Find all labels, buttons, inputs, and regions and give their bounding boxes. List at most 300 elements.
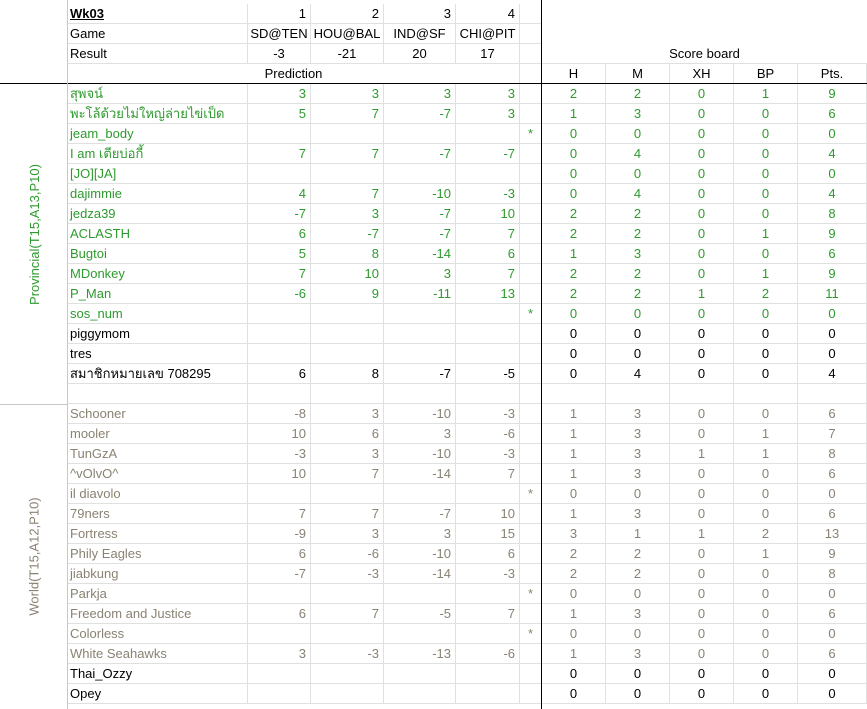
- blank-cell[interactable]: [606, 384, 670, 404]
- player-name[interactable]: White Seahawks: [68, 644, 248, 664]
- score-cell[interactable]: 0: [542, 684, 606, 704]
- missing-flag[interactable]: [520, 204, 542, 224]
- prediction-cell[interactable]: [248, 684, 311, 704]
- score-cell[interactable]: 2: [606, 284, 670, 304]
- score-cell[interactable]: 1: [542, 504, 606, 524]
- player-name[interactable]: ACLASTH: [68, 224, 248, 244]
- score-cell[interactable]: 8: [798, 204, 867, 224]
- score-cell[interactable]: 6: [798, 464, 867, 484]
- score-cell[interactable]: 2: [606, 224, 670, 244]
- prediction-cell[interactable]: [456, 484, 520, 504]
- score-cell[interactable]: 0: [734, 604, 798, 624]
- score-cell[interactable]: 3: [606, 424, 670, 444]
- prediction-cell[interactable]: 7: [311, 504, 384, 524]
- score-cell[interactable]: 0: [734, 584, 798, 604]
- prediction-cell[interactable]: [456, 584, 520, 604]
- score-cell[interactable]: 0: [798, 484, 867, 504]
- prediction-cell[interactable]: [311, 124, 384, 144]
- blank-cell[interactable]: [520, 384, 542, 404]
- score-cell[interactable]: 1: [606, 524, 670, 544]
- prediction-cell[interactable]: [384, 164, 456, 184]
- score-cell[interactable]: 0: [670, 644, 734, 664]
- score-cell[interactable]: 0: [670, 544, 734, 564]
- game-number[interactable]: 4: [456, 4, 520, 24]
- score-cell[interactable]: 2: [606, 84, 670, 104]
- prediction-cell[interactable]: 7: [311, 464, 384, 484]
- prediction-cell[interactable]: 3: [248, 84, 311, 104]
- prediction-cell[interactable]: [311, 684, 384, 704]
- prediction-cell[interactable]: 7: [248, 144, 311, 164]
- score-cell[interactable]: 0: [734, 144, 798, 164]
- missing-flag[interactable]: [520, 284, 542, 304]
- prediction-cell[interactable]: -6: [311, 544, 384, 564]
- score-cell[interactable]: 0: [670, 604, 734, 624]
- blank-cell[interactable]: [384, 384, 456, 404]
- score-cell[interactable]: 3: [606, 244, 670, 264]
- score-cell[interactable]: 0: [798, 164, 867, 184]
- score-cell[interactable]: 3: [542, 524, 606, 544]
- score-cell[interactable]: 0: [542, 584, 606, 604]
- score-cell[interactable]: 0: [734, 464, 798, 484]
- prediction-cell[interactable]: [384, 584, 456, 604]
- prediction-cell[interactable]: [456, 324, 520, 344]
- prediction-cell[interactable]: 3: [384, 424, 456, 444]
- prediction-cell[interactable]: [456, 164, 520, 184]
- score-cell[interactable]: 13: [798, 524, 867, 544]
- score-cell[interactable]: 0: [798, 324, 867, 344]
- score-cell[interactable]: 1: [542, 104, 606, 124]
- prediction-cell[interactable]: [384, 324, 456, 344]
- score-cell[interactable]: 0: [734, 664, 798, 684]
- player-name[interactable]: 79ners: [68, 504, 248, 524]
- game-matchup[interactable]: SD@TEN: [248, 24, 311, 44]
- prediction-cell[interactable]: 3: [384, 524, 456, 544]
- prediction-cell[interactable]: [384, 484, 456, 504]
- score-cell[interactable]: 4: [606, 184, 670, 204]
- player-name[interactable]: สมาชิกหมายเลข 708295: [68, 364, 248, 384]
- score-cell[interactable]: 0: [734, 504, 798, 524]
- blank-cell[interactable]: [734, 384, 798, 404]
- score-cell[interactable]: 2: [542, 564, 606, 584]
- score-cell[interactable]: 1: [542, 604, 606, 624]
- score-cell[interactable]: 4: [798, 144, 867, 164]
- prediction-cell[interactable]: -5: [384, 604, 456, 624]
- score-cell[interactable]: 3: [606, 104, 670, 124]
- missing-flag[interactable]: [520, 404, 542, 424]
- score-cell[interactable]: 0: [670, 144, 734, 164]
- score-cell[interactable]: 0: [798, 304, 867, 324]
- player-name[interactable]: Parkja: [68, 584, 248, 604]
- score-cell[interactable]: 0: [670, 564, 734, 584]
- week-label[interactable]: Wk03: [68, 4, 248, 24]
- prediction-cell[interactable]: 6: [248, 604, 311, 624]
- prediction-cell[interactable]: -7: [248, 204, 311, 224]
- missing-flag[interactable]: [520, 684, 542, 704]
- score-cell[interactable]: 0: [542, 624, 606, 644]
- score-cell[interactable]: 0: [606, 584, 670, 604]
- score-cell[interactable]: 2: [542, 204, 606, 224]
- score-cell[interactable]: 0: [734, 124, 798, 144]
- prediction-cell[interactable]: [248, 124, 311, 144]
- prediction-cell[interactable]: 6: [311, 424, 384, 444]
- prediction-cell[interactable]: [248, 624, 311, 644]
- prediction-cell[interactable]: -10: [384, 444, 456, 464]
- blank-cell[interactable]: [520, 4, 542, 24]
- prediction-cell[interactable]: -10: [384, 184, 456, 204]
- prediction-cell[interactable]: [456, 344, 520, 364]
- score-cell[interactable]: 0: [606, 684, 670, 704]
- prediction-cell[interactable]: -10: [384, 544, 456, 564]
- score-cell[interactable]: 0: [734, 324, 798, 344]
- blank-cell[interactable]: [456, 384, 520, 404]
- prediction-cell[interactable]: 10: [311, 264, 384, 284]
- score-cell[interactable]: 0: [670, 184, 734, 204]
- prediction-cell[interactable]: 3: [248, 644, 311, 664]
- score-cell[interactable]: 11: [798, 284, 867, 304]
- prediction-cell[interactable]: [311, 624, 384, 644]
- score-cell[interactable]: 0: [734, 644, 798, 664]
- missing-flag[interactable]: [520, 164, 542, 184]
- score-cell[interactable]: 2: [606, 204, 670, 224]
- prediction-cell[interactable]: -7: [384, 204, 456, 224]
- prediction-cell[interactable]: -3: [248, 444, 311, 464]
- score-cell[interactable]: 0: [734, 304, 798, 324]
- score-cell[interactable]: 1: [734, 424, 798, 444]
- player-name[interactable]: mooler: [68, 424, 248, 444]
- score-cell[interactable]: 1: [734, 84, 798, 104]
- prediction-cell[interactable]: -7: [384, 504, 456, 524]
- score-cell[interactable]: 1: [542, 404, 606, 424]
- missing-flag[interactable]: *: [520, 624, 542, 644]
- score-cell[interactable]: 6: [798, 244, 867, 264]
- player-name[interactable]: tres: [68, 344, 248, 364]
- score-cell[interactable]: 2: [542, 224, 606, 244]
- score-cell[interactable]: 0: [670, 364, 734, 384]
- score-cell[interactable]: 0: [798, 344, 867, 364]
- score-cell[interactable]: 0: [606, 304, 670, 324]
- score-cell[interactable]: 0: [798, 684, 867, 704]
- missing-flag[interactable]: [520, 184, 542, 204]
- score-cell[interactable]: 6: [798, 504, 867, 524]
- prediction-cell[interactable]: 7: [311, 144, 384, 164]
- prediction-cell[interactable]: 8: [311, 364, 384, 384]
- missing-flag[interactable]: [520, 544, 542, 564]
- prediction-cell[interactable]: 3: [311, 84, 384, 104]
- prediction-cell[interactable]: [456, 304, 520, 324]
- prediction-cell[interactable]: 7: [311, 184, 384, 204]
- prediction-cell[interactable]: 5: [248, 244, 311, 264]
- prediction-cell[interactable]: -3: [456, 184, 520, 204]
- prediction-cell[interactable]: 7: [311, 104, 384, 124]
- score-cell[interactable]: 9: [798, 264, 867, 284]
- missing-flag[interactable]: [520, 264, 542, 284]
- score-cell[interactable]: 4: [606, 364, 670, 384]
- game-result[interactable]: 20: [384, 44, 456, 64]
- game-matchup[interactable]: HOU@BAL: [311, 24, 384, 44]
- score-cell[interactable]: 0: [670, 504, 734, 524]
- prediction-cell[interactable]: -7: [384, 104, 456, 124]
- score-cell[interactable]: 1: [734, 224, 798, 244]
- score-cell[interactable]: 2: [542, 264, 606, 284]
- score-cell[interactable]: 0: [734, 364, 798, 384]
- score-cell[interactable]: 1: [734, 264, 798, 284]
- score-cell[interactable]: 1: [542, 244, 606, 264]
- missing-flag[interactable]: [520, 444, 542, 464]
- prediction-cell[interactable]: 10: [456, 504, 520, 524]
- result-label[interactable]: Result: [68, 44, 248, 64]
- score-cell[interactable]: 0: [670, 104, 734, 124]
- prediction-cell[interactable]: [384, 304, 456, 324]
- player-name[interactable]: Opey: [68, 684, 248, 704]
- score-cell[interactable]: 0: [670, 224, 734, 244]
- prediction-cell[interactable]: [248, 324, 311, 344]
- score-cell[interactable]: 2: [542, 544, 606, 564]
- prediction-cell[interactable]: 8: [311, 244, 384, 264]
- score-cell[interactable]: 0: [670, 264, 734, 284]
- game-result[interactable]: -3: [248, 44, 311, 64]
- score-cell[interactable]: 1: [542, 424, 606, 444]
- score-cell[interactable]: 0: [670, 164, 734, 184]
- score-cell[interactable]: 0: [670, 304, 734, 324]
- prediction-cell[interactable]: -11: [384, 284, 456, 304]
- prediction-cell[interactable]: -7: [384, 224, 456, 244]
- game-label[interactable]: Game: [68, 24, 248, 44]
- game-result[interactable]: 17: [456, 44, 520, 64]
- score-cell[interactable]: 0: [670, 484, 734, 504]
- missing-flag[interactable]: [520, 364, 542, 384]
- score-cell[interactable]: 0: [670, 84, 734, 104]
- missing-flag[interactable]: [520, 464, 542, 484]
- missing-flag[interactable]: [520, 504, 542, 524]
- prediction-cell[interactable]: [456, 124, 520, 144]
- score-column-header[interactable]: Pts.: [798, 64, 867, 84]
- score-cell[interactable]: 0: [542, 184, 606, 204]
- score-cell[interactable]: 0: [734, 244, 798, 264]
- score-cell[interactable]: 1: [542, 444, 606, 464]
- score-cell[interactable]: 3: [606, 444, 670, 464]
- player-name[interactable]: Freedom and Justice: [68, 604, 248, 624]
- score-column-header[interactable]: XH: [670, 64, 734, 84]
- prediction-cell[interactable]: [311, 344, 384, 364]
- score-cell[interactable]: 3: [606, 404, 670, 424]
- score-cell[interactable]: 0: [670, 464, 734, 484]
- missing-flag[interactable]: *: [520, 484, 542, 504]
- score-cell[interactable]: 0: [606, 484, 670, 504]
- prediction-cell[interactable]: -7: [311, 224, 384, 244]
- player-name[interactable]: Bugtoi: [68, 244, 248, 264]
- prediction-cell[interactable]: 6: [456, 244, 520, 264]
- score-cell[interactable]: 0: [606, 124, 670, 144]
- score-cell[interactable]: 0: [670, 404, 734, 424]
- score-cell[interactable]: 0: [542, 484, 606, 504]
- player-name[interactable]: P_Man: [68, 284, 248, 304]
- score-column-header[interactable]: H: [542, 64, 606, 84]
- score-cell[interactable]: 1: [670, 524, 734, 544]
- prediction-cell[interactable]: [248, 484, 311, 504]
- prediction-cell[interactable]: 15: [456, 524, 520, 544]
- score-cell[interactable]: 6: [798, 104, 867, 124]
- player-name[interactable]: ^vOlvO^: [68, 464, 248, 484]
- missing-flag[interactable]: *: [520, 124, 542, 144]
- score-cell[interactable]: 0: [734, 404, 798, 424]
- prediction-cell[interactable]: 6: [456, 544, 520, 564]
- prediction-cell[interactable]: 7: [456, 604, 520, 624]
- score-cell[interactable]: 0: [670, 624, 734, 644]
- missing-flag[interactable]: [520, 524, 542, 544]
- player-name[interactable]: sos_num: [68, 304, 248, 324]
- player-name[interactable]: สุพจน์: [68, 84, 248, 104]
- score-cell[interactable]: 0: [798, 664, 867, 684]
- game-result[interactable]: -21: [311, 44, 384, 64]
- prediction-cell[interactable]: -14: [384, 464, 456, 484]
- score-cell[interactable]: 4: [798, 184, 867, 204]
- score-cell[interactable]: 6: [798, 644, 867, 664]
- player-name[interactable]: il diavolo: [68, 484, 248, 504]
- game-number[interactable]: 3: [384, 4, 456, 24]
- score-cell[interactable]: 7: [798, 424, 867, 444]
- score-cell[interactable]: 0: [734, 684, 798, 704]
- prediction-cell[interactable]: -14: [384, 564, 456, 584]
- prediction-cell[interactable]: -6: [456, 644, 520, 664]
- blank-cell[interactable]: [670, 384, 734, 404]
- prediction-cell[interactable]: -6: [456, 424, 520, 444]
- score-cell[interactable]: 1: [734, 444, 798, 464]
- prediction-cell[interactable]: 3: [456, 104, 520, 124]
- score-cell[interactable]: 4: [606, 144, 670, 164]
- prediction-cell[interactable]: 3: [311, 444, 384, 464]
- prediction-cell[interactable]: 7: [456, 224, 520, 244]
- player-name[interactable]: [JO][JA]: [68, 164, 248, 184]
- prediction-cell[interactable]: 6: [248, 364, 311, 384]
- score-cell[interactable]: 3: [606, 504, 670, 524]
- blank-cell[interactable]: [68, 384, 248, 404]
- player-name[interactable]: MDonkey: [68, 264, 248, 284]
- prediction-cell[interactable]: 7: [456, 264, 520, 284]
- blank-cell[interactable]: [311, 384, 384, 404]
- missing-flag[interactable]: *: [520, 584, 542, 604]
- player-name[interactable]: Fortress: [68, 524, 248, 544]
- player-name[interactable]: I am เตียบ่อกี้: [68, 144, 248, 164]
- prediction-cell[interactable]: 7: [248, 504, 311, 524]
- prediction-cell[interactable]: 6: [248, 544, 311, 564]
- prediction-cell[interactable]: -7: [248, 564, 311, 584]
- score-cell[interactable]: 0: [734, 164, 798, 184]
- score-cell[interactable]: 0: [606, 664, 670, 684]
- blank-cell[interactable]: [798, 384, 867, 404]
- score-cell[interactable]: 0: [670, 664, 734, 684]
- prediction-cell[interactable]: -7: [384, 364, 456, 384]
- score-cell[interactable]: 0: [734, 204, 798, 224]
- score-cell[interactable]: 0: [798, 584, 867, 604]
- score-cell[interactable]: 3: [606, 464, 670, 484]
- prediction-cell[interactable]: [311, 304, 384, 324]
- prediction-cell[interactable]: [311, 164, 384, 184]
- missing-flag[interactable]: [520, 144, 542, 164]
- score-cell[interactable]: 0: [670, 584, 734, 604]
- missing-flag[interactable]: [520, 644, 542, 664]
- score-cell[interactable]: 1: [734, 544, 798, 564]
- score-cell[interactable]: 3: [606, 604, 670, 624]
- prediction-cell[interactable]: [311, 664, 384, 684]
- prediction-cell[interactable]: [456, 684, 520, 704]
- prediction-cell[interactable]: [384, 664, 456, 684]
- prediction-cell[interactable]: [311, 484, 384, 504]
- prediction-cell[interactable]: [311, 584, 384, 604]
- prediction-cell[interactable]: [311, 324, 384, 344]
- score-column-header[interactable]: M: [606, 64, 670, 84]
- prediction-cell[interactable]: 7: [311, 604, 384, 624]
- prediction-cell[interactable]: 10: [248, 424, 311, 444]
- prediction-cell[interactable]: 9: [311, 284, 384, 304]
- score-cell[interactable]: 0: [798, 624, 867, 644]
- player-name[interactable]: Colorless: [68, 624, 248, 644]
- score-cell[interactable]: 2: [542, 284, 606, 304]
- score-cell[interactable]: 1: [542, 644, 606, 664]
- score-cell[interactable]: 0: [606, 324, 670, 344]
- prediction-cell[interactable]: -14: [384, 244, 456, 264]
- score-cell[interactable]: 3: [606, 644, 670, 664]
- score-cell[interactable]: 0: [542, 164, 606, 184]
- score-cell[interactable]: 2: [606, 544, 670, 564]
- score-cell[interactable]: 0: [734, 344, 798, 364]
- score-cell[interactable]: 2: [734, 284, 798, 304]
- prediction-cell[interactable]: 4: [248, 184, 311, 204]
- blank-cell[interactable]: [542, 384, 606, 404]
- score-cell[interactable]: 0: [606, 164, 670, 184]
- score-cell[interactable]: 0: [734, 624, 798, 644]
- score-column-header[interactable]: BP: [734, 64, 798, 84]
- score-cell[interactable]: 9: [798, 224, 867, 244]
- prediction-cell[interactable]: 5: [248, 104, 311, 124]
- prediction-cell[interactable]: -3: [456, 564, 520, 584]
- score-cell[interactable]: 8: [798, 564, 867, 584]
- prediction-cell[interactable]: [248, 584, 311, 604]
- blank-cell[interactable]: [520, 24, 542, 44]
- score-cell[interactable]: 2: [734, 524, 798, 544]
- prediction-cell[interactable]: [248, 344, 311, 364]
- prediction-cell[interactable]: 10: [248, 464, 311, 484]
- prediction-cell[interactable]: [384, 344, 456, 364]
- prediction-cell[interactable]: 6: [248, 224, 311, 244]
- prediction-cell[interactable]: 3: [384, 264, 456, 284]
- missing-flag[interactable]: *: [520, 304, 542, 324]
- prediction-cell[interactable]: 3: [456, 84, 520, 104]
- missing-flag[interactable]: [520, 604, 542, 624]
- prediction-cell[interactable]: -7: [456, 144, 520, 164]
- player-name[interactable]: TunGzA: [68, 444, 248, 464]
- prediction-cell[interactable]: [248, 664, 311, 684]
- prediction-cell[interactable]: -9: [248, 524, 311, 544]
- prediction-cell[interactable]: -5: [456, 364, 520, 384]
- game-matchup[interactable]: CHI@PIT: [456, 24, 520, 44]
- score-cell[interactable]: 6: [798, 404, 867, 424]
- score-cell[interactable]: 0: [734, 104, 798, 124]
- score-cell[interactable]: 0: [670, 244, 734, 264]
- score-cell[interactable]: 0: [670, 684, 734, 704]
- player-name[interactable]: Schooner: [68, 404, 248, 424]
- score-cell[interactable]: 0: [606, 624, 670, 644]
- prediction-cell[interactable]: [456, 624, 520, 644]
- missing-flag[interactable]: [520, 224, 542, 244]
- missing-flag[interactable]: [520, 344, 542, 364]
- score-cell[interactable]: 9: [798, 544, 867, 564]
- prediction-cell[interactable]: 3: [311, 404, 384, 424]
- score-cell[interactable]: 6: [798, 604, 867, 624]
- missing-flag[interactable]: [520, 244, 542, 264]
- missing-flag[interactable]: [520, 104, 542, 124]
- prediction-cell[interactable]: -7: [384, 144, 456, 164]
- score-cell[interactable]: 0: [542, 124, 606, 144]
